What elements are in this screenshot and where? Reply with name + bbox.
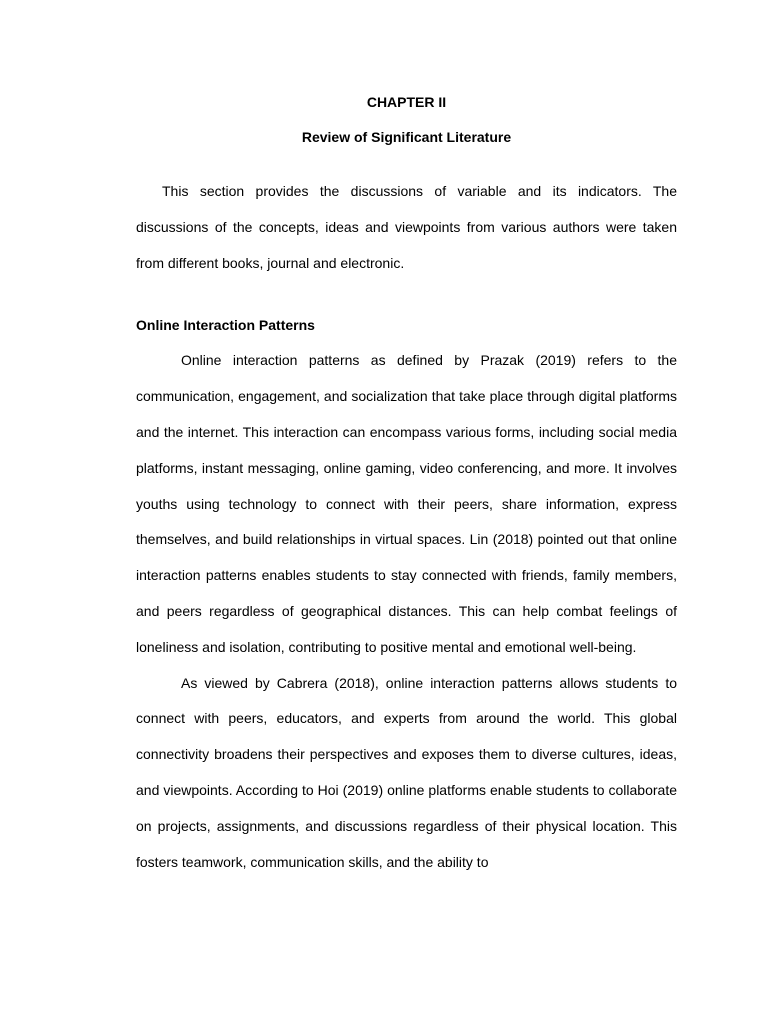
intro-paragraph: This section provides the discussions of variable and its indicators. The discussions of the concepts, ideas and viewpoints from various authors were taken from different books, journal and electronic.	[136, 183, 677, 271]
chapter-title: Review of Significant Literature	[301, 129, 512, 145]
chapter-label: CHAPTER II	[366, 94, 447, 110]
document-body	[136, 92, 677, 880]
section-subheading: Online Interaction Patterns	[136, 317, 315, 334]
body-paragraph-2: As viewed by Cabrera (2018), online interaction patterns allows students to connect with peers, educators, and experts from around the world. This global connectivity broadens their perspectives and exposes them to diverse cultures, ideas, and viewpoints. According to Hoi (2019) online platforms enable students to collaborate on projects, assignments, and discussions regardless of their physical location. This fosters teamwork, communication skills, and the ability to	[136, 674, 677, 870]
body-paragraph-1: Online interaction patterns as defined by Prazak (2019) refers to the communication, engagement, and socialization that take place through digital platforms and the internet. This interaction can encompass various forms, including social media platforms, instant messaging, online gaming, video conferencing, and more. It involves youths using technology to connect with their peers, share information, express themselves, and build relationships in virtual spaces. Lin (2018) pointed out that online interaction patterns enables students to stay connected with friends, family members, and peers regardless of geographical distances. This can help combat feelings of loneliness and isolation, contributing to positive mental and emotional well-being.	[136, 352, 677, 655]
